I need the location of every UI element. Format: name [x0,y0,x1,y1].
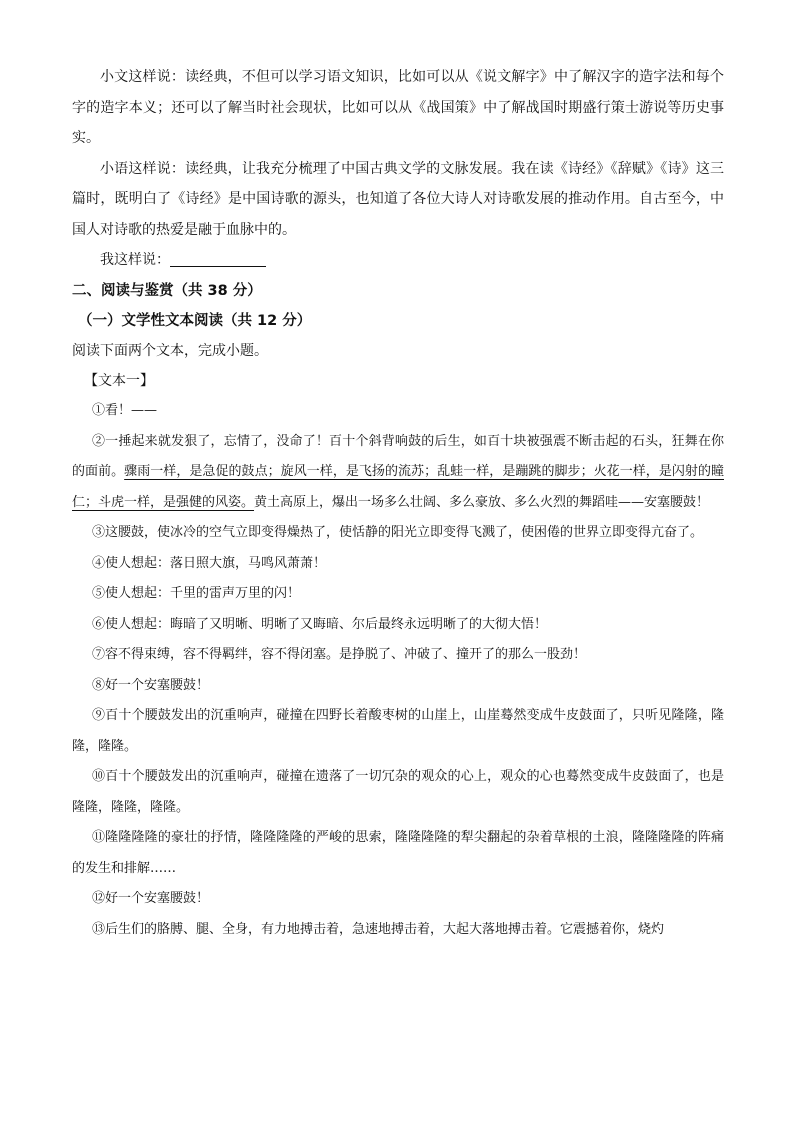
document-page [72,62,724,945]
story-paragraph-10: ⑩百十个腰鼓发出的沉重响声，碰撞在遗落了一切冗杂的观众的心上，观众的心也蓦然变成牛皮鼓面了，也是隆隆，隆隆，隆隆。 [72,769,724,815]
story-paragraph-2-lead: ②一捶起来就发狠了，忘情了，没命了！百十个斜背响鼓的后生，如百十块被强震不断击起的石头，狂舞在你的面前。 [72,433,724,479]
story-paragraph-11: ⑪隆隆隆隆的豪壮的抒情，隆隆隆隆的严峻的思索，隆隆隆隆的犁尖翻起的杂着草根的土浪，隆隆隆隆的阵痛的发生和排解…… [72,830,724,876]
my-answer-label: 我这样说： [100,252,170,268]
intro-paragraph-xiaoyu: 小语这样说：读经典，让我充分梳理了中国古典文学的文脉发展。我在读《诗经》《辞赋》《诗》这三篇时，既明白了《诗经》是中国诗歌的源头，也知道了各位大诗人对诗歌发展的推动作用。自古至今，中国人对诗歌的热爱是融于血脉中的。 [72,160,724,238]
story-paragraph-4: ④使人想起：落日照大旗，马鸣风萧萧！ [92,555,327,571]
story-paragraph-9: ⑨百十个腰鼓发出的沉重响声，碰撞在四野长着酸枣树的山崖上，山崖蓦然变成牛皮鼓面了，只听见隆隆，隆隆，隆隆。 [72,708,724,754]
section-title-reading: 二、阅读与鉴赏（共 38 分） [72,282,262,299]
reading-instruction: 阅读下面两个文本，完成小题。 [72,342,268,359]
story-paragraph-12: ⑫好一个安塞腰鼓！ [92,891,210,906]
underlined-sentence: 骤雨一样，是急促的鼓点；旋风一样，是飞扬的流苏；乱蛙一样，是蹦跳的脚步；火花一样，是闪射的瞳仁；斗虎一样，是强健的风姿。 [72,464,724,510]
story-paragraph-2-tail: 黄土高原上，爆出一场多么壮阔、多么豪放、多么火烈的舞蹈哇——安塞腰鼓！ [254,494,710,510]
subsection-title-literary: （一）文学性文本阅读（共 12 分） [78,312,312,329]
text-one [72,366,724,945]
intro-paragraph-me [72,245,724,276]
story-paragraph-8: ⑧好一个安塞腰鼓！ [92,677,210,693]
answer-blank[interactable] [170,250,266,267]
story-paragraph-2 [72,427,724,519]
story-paragraph-13: ⑬后生们的胳膊、腿、全身，有力地搏击着，急速地搏击着，大起大落地搏击着。它震撼着你，烧灼 [92,921,665,937]
text-one-label: 【文本一】 [84,373,154,389]
story-paragraph-1: ①看！—— [92,403,158,418]
story-paragraph-7: ⑦容不得束缚，容不得羁绊，容不得闭塞。是挣脱了、冲破了、撞开了的那么一股劲！ [92,647,587,662]
intro-paragraph-xiaowen: 小文这样说：读经典，不但可以学习语文知识，比如可以从《说文解字》中了解汉字的造字法和每个字的造字本义；还可以了解当时社会现状，比如可以从《战国策》中了解战国时期盛行策士游说等历史事实。 [72,69,724,146]
story-paragraph-5: ⑤使人想起：千里的雷声万里的闪！ [92,586,301,601]
story-paragraph-3: ③这腰鼓，使冰冷的空气立即变得燥热了，使恬静的阳光立即变得飞溅了，使困倦的世界立即变得亢奋了。 [92,525,704,540]
story-paragraph-6: ⑥使人想起：晦暗了又明晰、明晰了又晦暗、尔后最终永远明晰了的大彻大悟！ [92,616,548,632]
